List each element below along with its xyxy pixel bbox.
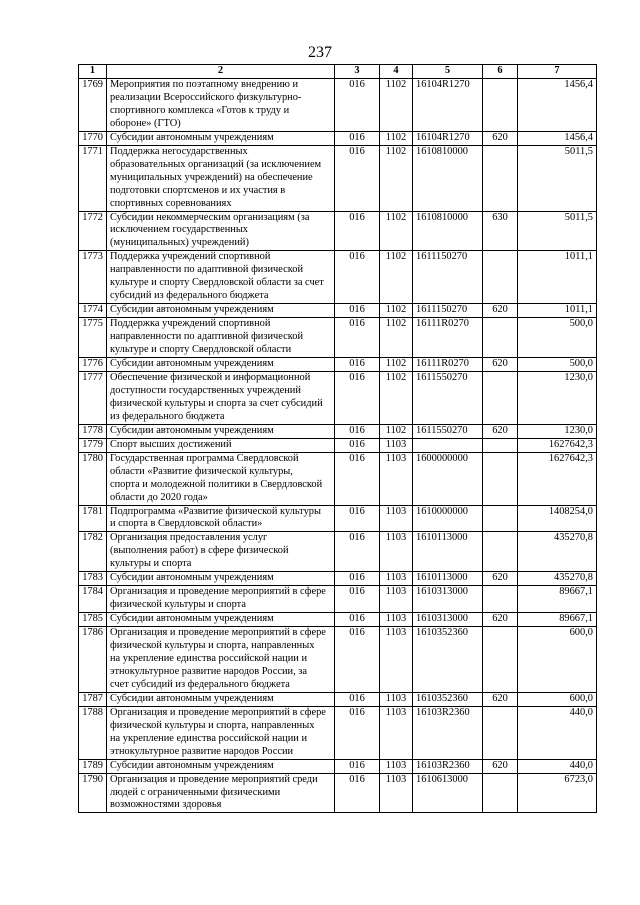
row-name-line: спортивного комплекса «Готов к труду и xyxy=(110,104,290,116)
column-header-7: 7 xyxy=(518,65,597,79)
row-amount: 1627642,3 xyxy=(518,452,597,505)
table-row xyxy=(79,304,597,318)
row-name xyxy=(107,586,335,613)
row-section-code: 1102 xyxy=(380,211,413,251)
row-ministry-code: 016 xyxy=(335,318,380,358)
row-name-line: Организация и проведение мероприятий в сфере xyxy=(110,706,326,718)
row-section-code: 1102 xyxy=(380,131,413,145)
row-name-line: Субсидии автономным учреждениям xyxy=(110,759,274,771)
row-ministry-code: 016 xyxy=(335,145,380,211)
row-name xyxy=(107,131,335,145)
table-row xyxy=(79,251,597,304)
row-name-line: области до 2020 года» xyxy=(110,491,208,503)
row-expense-type xyxy=(483,145,518,211)
row-amount: 600,0 xyxy=(518,692,597,706)
row-target-article: 1600000000 xyxy=(413,452,483,505)
row-name-line: и спорта в Свердловской области» xyxy=(110,518,263,530)
table-row xyxy=(79,613,597,627)
row-target-article: 1610613000 xyxy=(413,773,483,813)
row-section-code: 1103 xyxy=(380,627,413,693)
row-target-article: 1611550270 xyxy=(413,371,483,424)
row-name-line: Субсидии автономным учреждениям xyxy=(110,131,274,143)
row-target-article: 1610113000 xyxy=(413,532,483,572)
row-number: 1779 xyxy=(79,438,107,452)
row-name-line: физической культуры и спорта за счет субсидий xyxy=(110,397,323,409)
row-amount: 5011,5 xyxy=(518,145,597,211)
table-row xyxy=(79,318,597,358)
row-name-line: спортивных соревнованиях xyxy=(110,197,232,209)
row-name-line: возможностями здоровья xyxy=(110,799,222,811)
row-amount: 435270,8 xyxy=(518,572,597,586)
row-target-article: 1610352360 xyxy=(413,692,483,706)
table-row xyxy=(79,505,597,532)
row-amount: 1011,1 xyxy=(518,251,597,304)
row-target-article: 16103R2360 xyxy=(413,759,483,773)
row-name-line: культуре и спорту Свердловской области xyxy=(110,344,292,356)
row-amount: 5011,5 xyxy=(518,211,597,251)
row-target-article: 16111R0270 xyxy=(413,358,483,372)
row-expense-type xyxy=(483,79,518,132)
row-name-line: Спорт высших достижений xyxy=(110,438,232,450)
row-ministry-code: 016 xyxy=(335,438,380,452)
row-target-article: 1611150270 xyxy=(413,251,483,304)
row-section-code: 1102 xyxy=(380,424,413,438)
row-ministry-code: 016 xyxy=(335,304,380,318)
row-number: 1789 xyxy=(79,759,107,773)
row-ministry-code: 016 xyxy=(335,79,380,132)
row-ministry-code: 016 xyxy=(335,759,380,773)
row-number: 1780 xyxy=(79,452,107,505)
row-name-line: Субсидии автономным учреждениям xyxy=(110,692,274,704)
row-amount: 1230,0 xyxy=(518,424,597,438)
row-number: 1773 xyxy=(79,251,107,304)
row-expense-type xyxy=(483,586,518,613)
row-target-article: 1610113000 xyxy=(413,572,483,586)
row-number: 1790 xyxy=(79,773,107,813)
budget-table-body xyxy=(79,79,597,813)
table-row xyxy=(79,438,597,452)
row-name xyxy=(107,505,335,532)
row-amount: 1011,1 xyxy=(518,304,597,318)
row-name xyxy=(107,572,335,586)
row-name-line: Подпрограмма «Развитие физической культуры xyxy=(110,505,321,517)
row-name-line: людей с ограниченными физическими xyxy=(110,786,281,798)
row-section-code: 1103 xyxy=(380,706,413,759)
row-target-article: 16111R0270 xyxy=(413,318,483,358)
row-name-line: Субсидии некоммерческим организациям (за xyxy=(110,211,310,223)
row-name xyxy=(107,627,335,693)
row-name-line: счет субсидий из федерального бюджета xyxy=(110,678,290,690)
row-amount: 1456,4 xyxy=(518,79,597,132)
row-target-article: 16104R1270 xyxy=(413,79,483,132)
row-ministry-code: 016 xyxy=(335,532,380,572)
row-amount: 440,0 xyxy=(518,706,597,759)
row-ministry-code: 016 xyxy=(335,251,380,304)
row-name xyxy=(107,304,335,318)
row-name-line: физической культуры и спорта xyxy=(110,599,246,611)
row-expense-type: 630 xyxy=(483,211,518,251)
row-name xyxy=(107,773,335,813)
row-section-code: 1102 xyxy=(380,318,413,358)
row-name-line: образовательных организаций (за исключением xyxy=(110,158,322,170)
row-section-code: 1102 xyxy=(380,358,413,372)
row-name xyxy=(107,438,335,452)
row-name-line: физической культуры и спорта, направленных xyxy=(110,719,315,731)
row-amount: 1230,0 xyxy=(518,371,597,424)
row-section-code: 1102 xyxy=(380,304,413,318)
row-expense-type xyxy=(483,532,518,572)
row-ministry-code: 016 xyxy=(335,371,380,424)
row-name-line: муниципальных учреждений) на обеспечение xyxy=(110,171,313,183)
row-section-code: 1103 xyxy=(380,505,413,532)
table-row xyxy=(79,532,597,572)
row-expense-type: 620 xyxy=(483,613,518,627)
row-name-line: Организация и проведение мероприятий в сфере xyxy=(110,586,326,598)
row-name-line: на укрепление единства российской нации и xyxy=(110,732,308,744)
row-name-line: этнокультурное развитие народов России xyxy=(110,745,294,757)
table-row xyxy=(79,145,597,211)
row-number: 1769 xyxy=(79,79,107,132)
row-name-line: Субсидии автономным учреждениям xyxy=(110,613,274,625)
row-ministry-code: 016 xyxy=(335,706,380,759)
row-number: 1771 xyxy=(79,145,107,211)
row-name-line: Субсидии автономным учреждениям xyxy=(110,358,274,370)
column-header-4: 4 xyxy=(380,65,413,79)
row-name xyxy=(107,371,335,424)
row-name-line: реализации Всероссийского физкультурно- xyxy=(110,91,302,103)
row-name xyxy=(107,692,335,706)
row-name-line: субсидий из федерального бюджета xyxy=(110,290,269,302)
row-number: 1770 xyxy=(79,131,107,145)
row-target-article: 16104R1270 xyxy=(413,131,483,145)
row-ministry-code: 016 xyxy=(335,358,380,372)
row-amount: 435270,8 xyxy=(518,532,597,572)
page-number: 237 xyxy=(308,44,332,61)
row-section-code: 1102 xyxy=(380,145,413,211)
row-number: 1775 xyxy=(79,318,107,358)
row-name xyxy=(107,211,335,251)
table-row xyxy=(79,371,597,424)
row-name-line: культуре и спорту Свердловской области за счет xyxy=(110,277,324,289)
row-expense-type xyxy=(483,452,518,505)
row-name-line: исключением государственных xyxy=(110,224,248,236)
row-amount: 500,0 xyxy=(518,358,597,372)
row-expense-type xyxy=(483,371,518,424)
row-name-line: Поддержка негосударственных xyxy=(110,145,248,157)
row-number: 1784 xyxy=(79,586,107,613)
row-expense-type xyxy=(483,251,518,304)
row-name-line: Субсидии автономным учреждениям xyxy=(110,572,274,584)
row-expense-type: 620 xyxy=(483,692,518,706)
row-number: 1777 xyxy=(79,371,107,424)
row-name-line: направленности по адаптивной физической xyxy=(110,264,304,276)
row-expense-type xyxy=(483,438,518,452)
row-section-code: 1102 xyxy=(380,251,413,304)
column-header-5: 5 xyxy=(413,65,483,79)
row-number: 1772 xyxy=(79,211,107,251)
row-ministry-code: 016 xyxy=(335,773,380,813)
row-amount: 440,0 xyxy=(518,759,597,773)
row-name-line: Организация и проведение мероприятий среди xyxy=(110,773,318,785)
row-name-line: спорта и молодежной политики в Свердловской xyxy=(110,478,323,490)
row-number: 1785 xyxy=(79,613,107,627)
row-ministry-code: 016 xyxy=(335,692,380,706)
row-ministry-code: 016 xyxy=(335,505,380,532)
row-name xyxy=(107,251,335,304)
row-name xyxy=(107,424,335,438)
row-section-code: 1103 xyxy=(380,613,413,627)
row-name-line: Мероприятия по поэтапному внедрению и xyxy=(110,79,299,90)
table-row xyxy=(79,692,597,706)
row-number: 1781 xyxy=(79,505,107,532)
row-expense-type: 620 xyxy=(483,131,518,145)
row-expense-type xyxy=(483,318,518,358)
row-target-article: 1610313000 xyxy=(413,613,483,627)
row-name-line: подготовки спортсменов и их участия в xyxy=(110,184,286,196)
row-number: 1787 xyxy=(79,692,107,706)
row-name-line: Государственная программа Свердловской xyxy=(110,452,299,464)
row-number: 1776 xyxy=(79,358,107,372)
row-name xyxy=(107,706,335,759)
row-name xyxy=(107,318,335,358)
row-target-article: 1610313000 xyxy=(413,586,483,613)
row-expense-type: 620 xyxy=(483,572,518,586)
row-ministry-code: 016 xyxy=(335,452,380,505)
row-section-code: 1103 xyxy=(380,759,413,773)
row-name xyxy=(107,532,335,572)
row-name-line: Субсидии автономным учреждениям xyxy=(110,304,274,316)
row-amount: 1627642,3 xyxy=(518,438,597,452)
table-row xyxy=(79,452,597,505)
column-header-6: 6 xyxy=(483,65,518,79)
row-number: 1774 xyxy=(79,304,107,318)
row-name-line: доступности государственных учреждений xyxy=(110,384,301,396)
table-row xyxy=(79,773,597,813)
row-name-line: (выполнения работ) в сфере физической xyxy=(110,545,289,557)
row-ministry-code: 016 xyxy=(335,572,380,586)
row-amount: 1456,4 xyxy=(518,131,597,145)
row-name-line: обороне» (ГТО) xyxy=(110,117,181,129)
table-row xyxy=(79,79,597,132)
table-row xyxy=(79,131,597,145)
row-name-line: Организация предоставления услуг xyxy=(110,532,268,544)
row-target-article: 1610810000 xyxy=(413,211,483,251)
row-expense-type: 620 xyxy=(483,358,518,372)
row-amount: 89667,1 xyxy=(518,613,597,627)
row-name xyxy=(107,759,335,773)
table-row xyxy=(79,586,597,613)
row-ministry-code: 016 xyxy=(335,613,380,627)
row-expense-type: 620 xyxy=(483,304,518,318)
row-name-line: физической культуры и спорта, направленных xyxy=(110,640,315,652)
table-row xyxy=(79,759,597,773)
row-name xyxy=(107,79,335,132)
row-section-code: 1102 xyxy=(380,371,413,424)
row-amount: 89667,1 xyxy=(518,586,597,613)
row-expense-type xyxy=(483,773,518,813)
row-expense-type xyxy=(483,627,518,693)
table-row xyxy=(79,627,597,693)
column-number-row xyxy=(79,65,597,79)
row-amount: 600,0 xyxy=(518,627,597,693)
row-number: 1778 xyxy=(79,424,107,438)
row-section-code: 1102 xyxy=(380,79,413,132)
table-row xyxy=(79,572,597,586)
row-name-line: Субсидии автономным учреждениям xyxy=(110,424,274,436)
row-section-code: 1103 xyxy=(380,452,413,505)
row-target-article: 1610810000 xyxy=(413,145,483,211)
table-row xyxy=(79,211,597,251)
row-target-article: 1611550270 xyxy=(413,424,483,438)
row-name-line: области «Развитие физической культуры, xyxy=(110,465,293,477)
table-row xyxy=(79,358,597,372)
row-target-article: 1610352360 xyxy=(413,627,483,693)
row-expense-type: 620 xyxy=(483,424,518,438)
row-number: 1783 xyxy=(79,572,107,586)
row-name-line: направленности по адаптивной физической xyxy=(110,331,304,343)
row-name xyxy=(107,452,335,505)
row-target-article xyxy=(413,438,483,452)
row-ministry-code: 016 xyxy=(335,424,380,438)
row-section-code: 1103 xyxy=(380,586,413,613)
row-section-code: 1103 xyxy=(380,572,413,586)
row-ministry-code: 016 xyxy=(335,627,380,693)
row-ministry-code: 016 xyxy=(335,586,380,613)
row-name xyxy=(107,358,335,372)
row-ministry-code: 016 xyxy=(335,211,380,251)
row-expense-type: 620 xyxy=(483,759,518,773)
row-number: 1782 xyxy=(79,532,107,572)
row-name-line: этнокультурное развитие народов России, за xyxy=(110,665,307,677)
row-name-line: Организация и проведение мероприятий в сфере xyxy=(110,627,326,639)
row-section-code: 1103 xyxy=(380,692,413,706)
row-name-line: на укрепление единства российской нации и xyxy=(110,652,308,664)
row-amount: 6723,0 xyxy=(518,773,597,813)
budget-table xyxy=(78,64,597,813)
row-expense-type xyxy=(483,706,518,759)
row-number: 1788 xyxy=(79,706,107,759)
row-amount: 500,0 xyxy=(518,318,597,358)
row-amount: 1408254,0 xyxy=(518,505,597,532)
row-expense-type xyxy=(483,505,518,532)
table-row xyxy=(79,424,597,438)
row-number: 1786 xyxy=(79,627,107,693)
column-header-1: 1 xyxy=(79,65,107,79)
row-name xyxy=(107,145,335,211)
column-header-3: 3 xyxy=(335,65,380,79)
row-section-code: 1103 xyxy=(380,773,413,813)
row-name-line: (муниципальных) учреждений) xyxy=(110,237,249,249)
column-header-2: 2 xyxy=(107,65,335,79)
row-target-article: 1610000000 xyxy=(413,505,483,532)
row-name-line: Поддержка учреждений спортивной xyxy=(110,318,271,330)
row-section-code: 1103 xyxy=(380,438,413,452)
row-ministry-code: 016 xyxy=(335,131,380,145)
row-name-line: из федерального бюджета xyxy=(110,410,225,422)
row-name-line: культуры и спорта xyxy=(110,558,192,570)
row-target-article: 16103R2360 xyxy=(413,706,483,759)
row-name-line: Поддержка учреждений спортивной xyxy=(110,251,271,263)
row-name-line: Обеспечение физической и информационной xyxy=(110,371,311,383)
row-name xyxy=(107,613,335,627)
row-target-article: 1611150270 xyxy=(413,304,483,318)
table-row xyxy=(79,706,597,759)
row-section-code: 1103 xyxy=(380,532,413,572)
